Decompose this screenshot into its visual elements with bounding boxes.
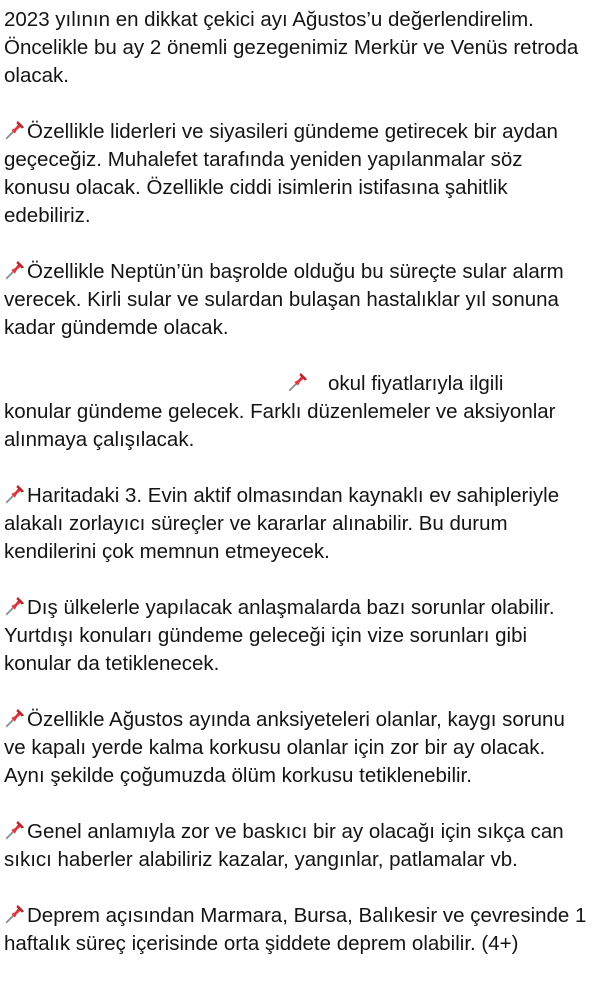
paragraph-water [4, 258, 600, 342]
text-line: olacak. [4, 64, 69, 87]
text-line: Dış ülkelerle yapılacak anlaşmalarda bazı sorunlar olabilir. [27, 596, 555, 619]
text-line: edebiliriz. [4, 204, 91, 227]
pushpin-icon [4, 707, 26, 729]
text-line: geçeceğiz. Muhalefet tarafında yeniden yapılanmalar söz [4, 148, 523, 171]
text-line: konular gündeme gelecek. Farklı düzenlemeler ve aksiyonlar [4, 400, 556, 423]
paragraph-anxiety [4, 706, 600, 790]
text-line: konular da tetiklenecek. [4, 652, 220, 675]
pushpin-icon [4, 819, 26, 841]
text-line: Özellikle Neptün’ün başrolde olduğu bu süreçte sular alarm [27, 260, 564, 283]
text-line: alakalı zorlayıcı süreçler ve kararlar alınabilir. Bu durum [4, 512, 508, 535]
text-line: Özellikle Ağustos ayında anksiyeteleri olanlar, kaygı sorunu [27, 708, 565, 731]
text-line: konusu olacak. Özellikle ciddi isimlerin istifasına şahitlik [4, 176, 508, 199]
pushpin-icon [4, 903, 26, 925]
text-line: 2023 yılının en dikkat çekici ayı Ağustos’u değerlendirelim. [4, 8, 534, 31]
text-line: kendilerini çok memnun etmeyecek. [4, 540, 330, 563]
paragraph-housing [4, 482, 600, 566]
paragraph-foreign [4, 594, 600, 678]
text-line: Aynı şekilde çoğumuzda ölüm korkusu tetiklenebilir. [4, 764, 472, 787]
text-line: okul fiyatlarıyla ilgili [328, 372, 504, 395]
paragraph-school [4, 370, 600, 454]
pushpin-icon [4, 483, 26, 505]
paragraph-earthquake [4, 902, 600, 958]
text-line: ve kapalı yerde kalma korkusu olanlar için zor bir ay olacak. [4, 736, 546, 759]
text-line: kadar gündemde olacak. [4, 316, 229, 339]
pushpin-icon [4, 259, 26, 281]
text-line: Öncelikle bu ay 2 önemli gezegenimiz Merkür ve Venüs retroda [4, 36, 579, 59]
text-line: sıkıcı haberler alabiliriz kazalar, yangınlar, patlamalar vb. [4, 848, 518, 871]
text-line: Haritadaki 3. Evin aktif olmasından kaynaklı ev sahipleriyle [27, 484, 560, 507]
pushpin-icon [4, 595, 26, 617]
paragraph-politics [4, 118, 600, 230]
pushpin-icon [4, 119, 26, 141]
pushpin-icon [287, 371, 309, 393]
text-line: Genel anlamıyla zor ve baskıcı bir ay olacağı için sıkça can [27, 820, 564, 843]
text-line: verecek. Kirli sular ve sulardan bulaşan hastalıklar yıl sonuna [4, 288, 559, 311]
paragraph-news [4, 818, 600, 874]
text-line: Deprem açısından Marmara, Bursa, Balıkesir ve çevresinde 1 [27, 904, 587, 927]
text-line: Özellikle liderleri ve siyasileri gündeme getirecek bir aydan [27, 120, 558, 143]
text-line: haftalık süreç içerisinde orta şiddete deprem olabilir. (4+) [4, 932, 519, 955]
paragraph-intro [4, 6, 600, 90]
text-line: Yurtdışı konuları gündeme geleceği için vize sorunları gibi [4, 624, 528, 647]
text-line: alınmaya çalışılacak. [4, 428, 195, 451]
